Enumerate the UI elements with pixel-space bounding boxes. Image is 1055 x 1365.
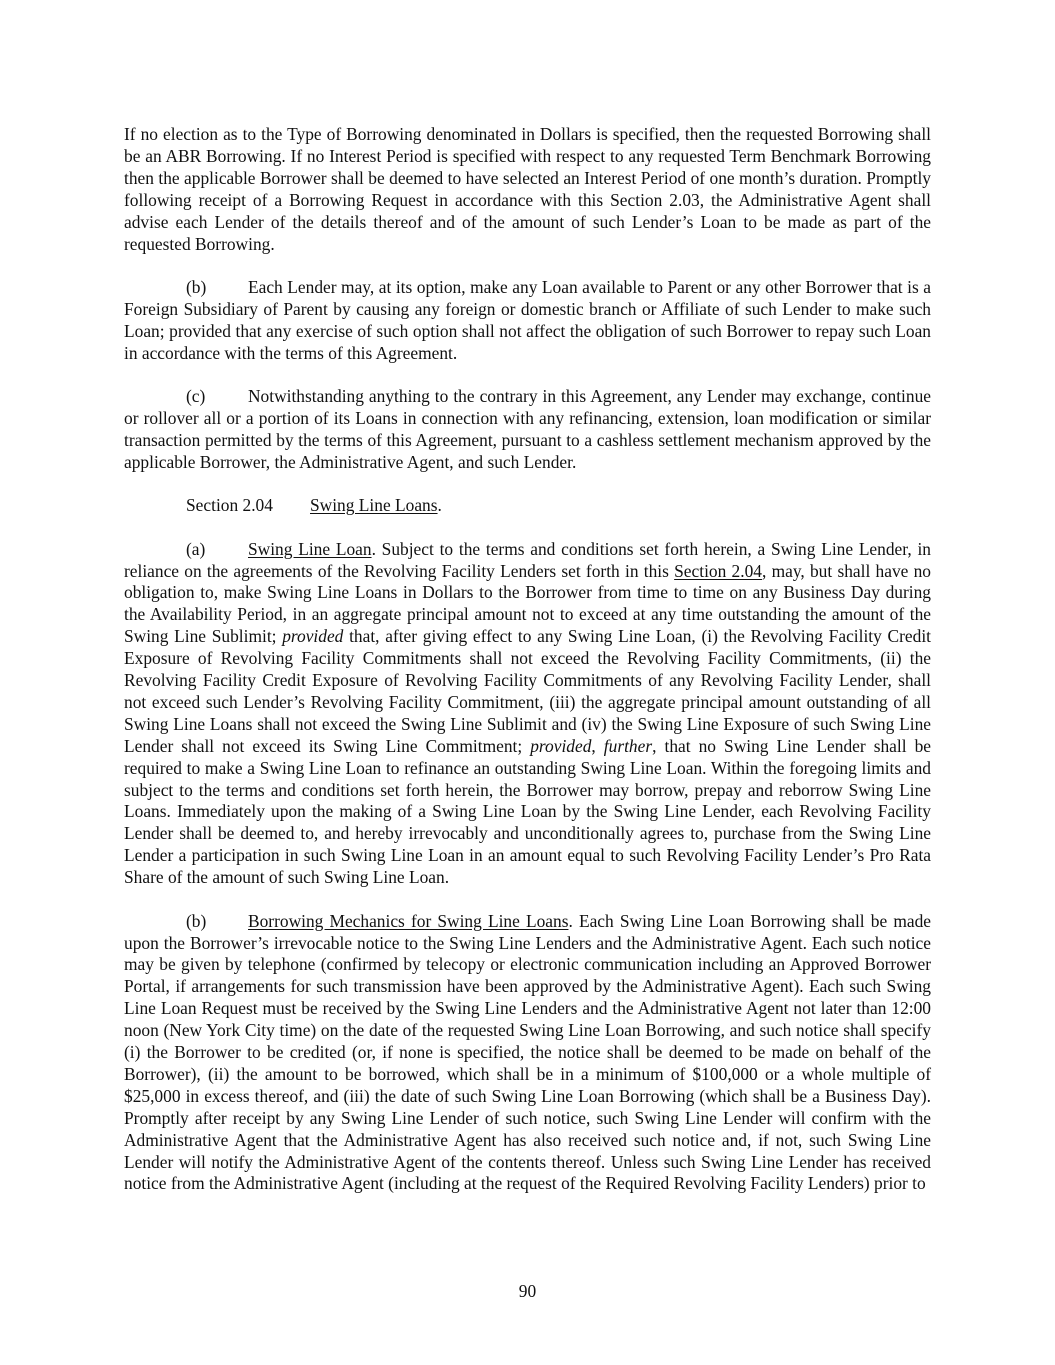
paragraph-b-lender-option	[124, 277, 931, 365]
section-heading	[124, 495, 931, 517]
clause-heading: Swing Line Loan	[248, 538, 372, 559]
paragraph-b-borrowing-mechanics	[124, 911, 931, 1196]
italic-provided: provided	[530, 735, 592, 756]
paragraph-text: If no election as to the Type of Borrowing denominated in Dollars is specified, then the requested Borrowing shall be an ABR Borrowing. If no Interest Period is specified with respect to any requested Term Benchmark Borrowing then the applicable Borrower shall be deemed to have selected an Interest Period of one month’s duration. Promptly following receipt of a Borrowing Request in accordance with this Section 2.03, the Administrative Agent shall advise each Lender of the details thereof and of the amount of such Lender’s Loan to be made as part of the requested Borrowing.	[124, 124, 931, 254]
text-segment: , may, but shall have no obligation to, make Swing Line Loans in Dollars to the Borrower from time to time on any Business Day during the Availability Period, in an aggregate principal amount not to exceed at any time outstanding the amount of the Swing Line Sublimit;	[124, 560, 931, 647]
paragraph-a-swing-line-loan	[124, 539, 931, 890]
paragraph-text: Each Lender may, at its option, make any Loan available to Parent or any other Borrower that is a Foreign Subsidiary of Parent by causing any foreign or domestic branch or Affiliate of such Lender to make such Loan; provided that any exercise of such option shall not affect the obligation of such Borrower to repay such Loan in accordance with the terms of this Agreement.	[124, 276, 931, 363]
clause-number: (a)	[186, 538, 206, 559]
paragraph-text: . Each Swing Line Loan Borrowing shall be made upon the Borrower’s irrevocable notice to the Swing Line Lenders and the Administrative Agent. Each such notice may be given by telephone (confirmed by telecopy or electronic communication including an Approved Borrower Portal, if arrangements for such transmission have been approved by the Administrative Agent). Each such Swing Line Loan Request must be received by the Swing Line Lenders and the Administrative Agent not later than 12:00 noon (New York City time) on the date of the requested Swing Line Loan Borrowing, and such notice shall specify (i) the Borrower to be credited (or, if none is specified, the notice shall be deemed to be made on behalf of the Borrower), (ii) the amount to be borrowed, which shall be in a minimum of $100,000 or a whole multiple of $25,000 in excess thereof, and (iii) the date of such Swing Line Loan Borrowing (which shall be a Business Day). Promptly after receipt by any Swing Line Lender of such notice, such Swing Line Lender will confirm with the Administrative Agent that the Administrative Agent has also received such notice and, if not, such Swing Line Lender will notify the Administrative Agent of the contents thereof. Unless such Swing Line Lender has received notice from the Administrative Agent (including at the request of the Required Revolving Facility Lenders) prior to	[124, 910, 931, 1194]
clause-heading: Borrowing Mechanics for Swing Line Loans	[248, 910, 569, 931]
clause-number: (c)	[186, 386, 206, 407]
text-segment: . Subject to the terms and conditions set forth herein, a Swing Line Lender, in reliance on the agreements of the Revolving Facility Lenders set forth in this	[124, 538, 931, 581]
section-reference-link[interactable]: Section 2.04	[674, 560, 762, 581]
section-title-period: .	[437, 495, 442, 516]
paragraph-c-notwithstanding	[124, 386, 931, 474]
clause-number: (b)	[186, 276, 207, 297]
italic-further: further	[603, 735, 653, 756]
document-page	[124, 124, 931, 1217]
section-number: Section 2.04	[186, 495, 273, 516]
paragraph-type-of-borrowing	[124, 124, 931, 255]
paragraph-text: Notwithstanding anything to the contrary in this Agreement, any Lender may exchange, continue or rollover all or a portion of its Loans in connection with any refinancing, extension, loan modification or similar transaction permitted by the terms of this Agreement, pursuant to a cashless settlement mechanism approved by the applicable Borrower, the Administrative Agent, and such Lender.	[124, 386, 931, 472]
text-segment: , that no Swing Line Lender shall be required to make a Swing Line Loan to refinance an outstanding Swing Line Loan. Within the foregoing limits and subject to the terms and conditions set forth herein, the Borrower may borrow, prepay and reborrow Swing Line Loans. Immediately upon the making of a Swing Line Loan by the Swing Line Lender, each Revolving Facility Lender shall be deemed to, and hereby irrevocably and unconditionally agrees to, purchase from the Swing Line Lender a participation in such Swing Line Loan in an amount equal to such Revolving Facility Lender’s Pro Rata Share of the amount of such Swing Line Loan.	[124, 735, 931, 888]
text-segment: that, after giving effect to any Swing Line Loan, (i) the Revolving Facility Credit Exposure of Revolving Facility Commitments shall not exceed the Revolving Facility Commitments, (ii) the Revolving Facility Credit Exposure of Revolving Facility Commitments of any Revolving Facility Lender, shall not exceed such Lender’s Revolving Facility Commitment, (iii) the aggregate principal amount outstanding of all Swing Line Loans shall not exceed the Swing Line Sublimit and (iv) the Swing Line Exposure of such Swing Line Lender shall not exceed its Swing Line Commitment;	[124, 626, 931, 756]
page-number: 90	[518, 1281, 537, 1301]
clause-number: (b)	[186, 910, 207, 931]
text-segment: ,	[591, 735, 604, 756]
italic-provided: provided	[282, 626, 344, 647]
section-title: Swing Line Loans	[310, 495, 438, 516]
